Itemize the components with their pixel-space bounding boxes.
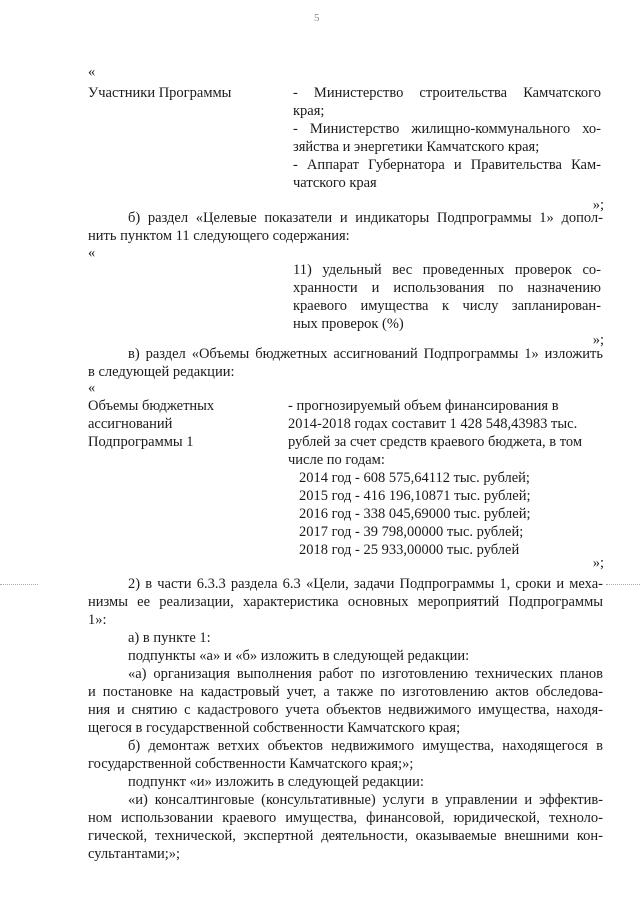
- paragraph-line: щегося в государственной собственности Камчатского края;: [88, 720, 461, 736]
- participants-label: Участники Программы: [88, 85, 232, 101]
- budget-label-line: Подпрограммы 1: [88, 434, 194, 450]
- participants-line: зяйства и энергетики Камчатского края;: [293, 139, 540, 155]
- page-number: 5: [314, 12, 320, 24]
- close-quote: »;: [592, 332, 604, 348]
- paragraph-line: ния и снятию с кадастрового учета объектов недвижимого имущества, находя-: [88, 702, 603, 718]
- paragraph-line: сультантами;»;: [88, 846, 181, 862]
- budget-label-line: Объемы бюджетных: [88, 398, 215, 414]
- section-b-item-line: ных проверок (%): [293, 316, 404, 332]
- open-quote: «: [88, 245, 96, 261]
- paragraph-line: «и) консалтинговые (консультативные) услуги в управлении и эффектив-: [128, 792, 603, 808]
- paragraph-line: подпункт «и» изложить в следующей редакции:: [128, 774, 424, 790]
- participants-line: - Аппарат Губернатора и Правительства Кам-: [293, 157, 601, 173]
- paragraph-line: «а) организация выполнения работ по изготовлению технических планов: [128, 666, 603, 682]
- participants-line: - Министерство строительства Камчатского: [293, 85, 601, 101]
- budget-value-line: 2014-2018 годах составит 1 428 548,43983 тыс.: [288, 416, 578, 432]
- section-b-line: нить пунктом 11 следующего содержания:: [88, 228, 350, 244]
- close-quote: »;: [592, 555, 604, 571]
- paragraph-line: государственной собственности Камчатского края;»;: [88, 756, 414, 772]
- budget-value-line: рублей за счет средств краевого бюджета, в том: [288, 434, 583, 450]
- section-b-item-line: хранности и использования по назначению: [293, 280, 601, 296]
- budget-year-line: 2018 год - 25 933,00000 тыс. рублей: [299, 542, 520, 558]
- paragraph-line: низмы ее реализации, характеристика основных мероприятий Подпрограммы: [88, 594, 603, 610]
- section-v-line: в следующей редакции:: [88, 364, 235, 380]
- section-b-item-line: краевого имущества к числу запланирован-: [293, 298, 601, 314]
- paragraph-line: гической, технической, экспертной деятельности, оказываемые внешними кон-: [88, 828, 603, 844]
- participants-line: края;: [293, 103, 325, 119]
- section-b-item-line: 11) удельный вес проведенных проверок со-: [293, 262, 601, 278]
- paragraph-line: ном использовании краевого имущества, финансовой, юридической, техноло-: [88, 810, 603, 826]
- paragraph-line: 1»:: [88, 612, 107, 628]
- open-quote: «: [88, 380, 96, 396]
- participants-line: чатского края: [293, 175, 377, 191]
- budget-label-line: ассигнований: [88, 416, 173, 432]
- section-v-line: в) раздел «Объемы бюджетных ассигнований Подпрограммы 1» изложить: [128, 346, 603, 362]
- paragraph-line: и постановке на кадастровый учет, а также по изготовлению актов обследова-: [88, 684, 603, 700]
- budget-year-line: 2016 год - 338 045,69000 тыс. рублей;: [299, 506, 531, 522]
- paragraph-line: 2) в части 6.3.3 раздела 6.3 «Цели, задачи Подпрограммы 1, сроки и меха-: [128, 576, 603, 592]
- section-b-line: б) раздел «Целевые показатели и индикаторы Подпрограммы 1» допол-: [128, 210, 603, 226]
- paragraph-line: а) в пункте 1:: [128, 630, 211, 646]
- open-quote: «: [88, 64, 96, 80]
- paragraph-line: подпункты «а» и «б» изложить в следующей редакции:: [128, 648, 470, 664]
- budget-year-line: 2014 год - 608 575,64112 тыс. рублей;: [299, 470, 530, 486]
- budget-value-line: числе по годам:: [288, 452, 385, 468]
- budget-value-line: - прогнозируемый объем финансирования в: [288, 398, 559, 414]
- budget-year-line: 2017 год - 39 798,00000 тыс. рублей;: [299, 524, 524, 540]
- budget-year-line: 2015 год - 416 196,10871 тыс. рублей;: [299, 488, 531, 504]
- participants-line: - Министерство жилищно-коммунального хо-: [293, 121, 601, 137]
- close-quote: »;: [592, 197, 604, 213]
- paragraph-line: б) демонтаж ветхих объектов недвижимого имущества, находящегося в: [128, 738, 603, 754]
